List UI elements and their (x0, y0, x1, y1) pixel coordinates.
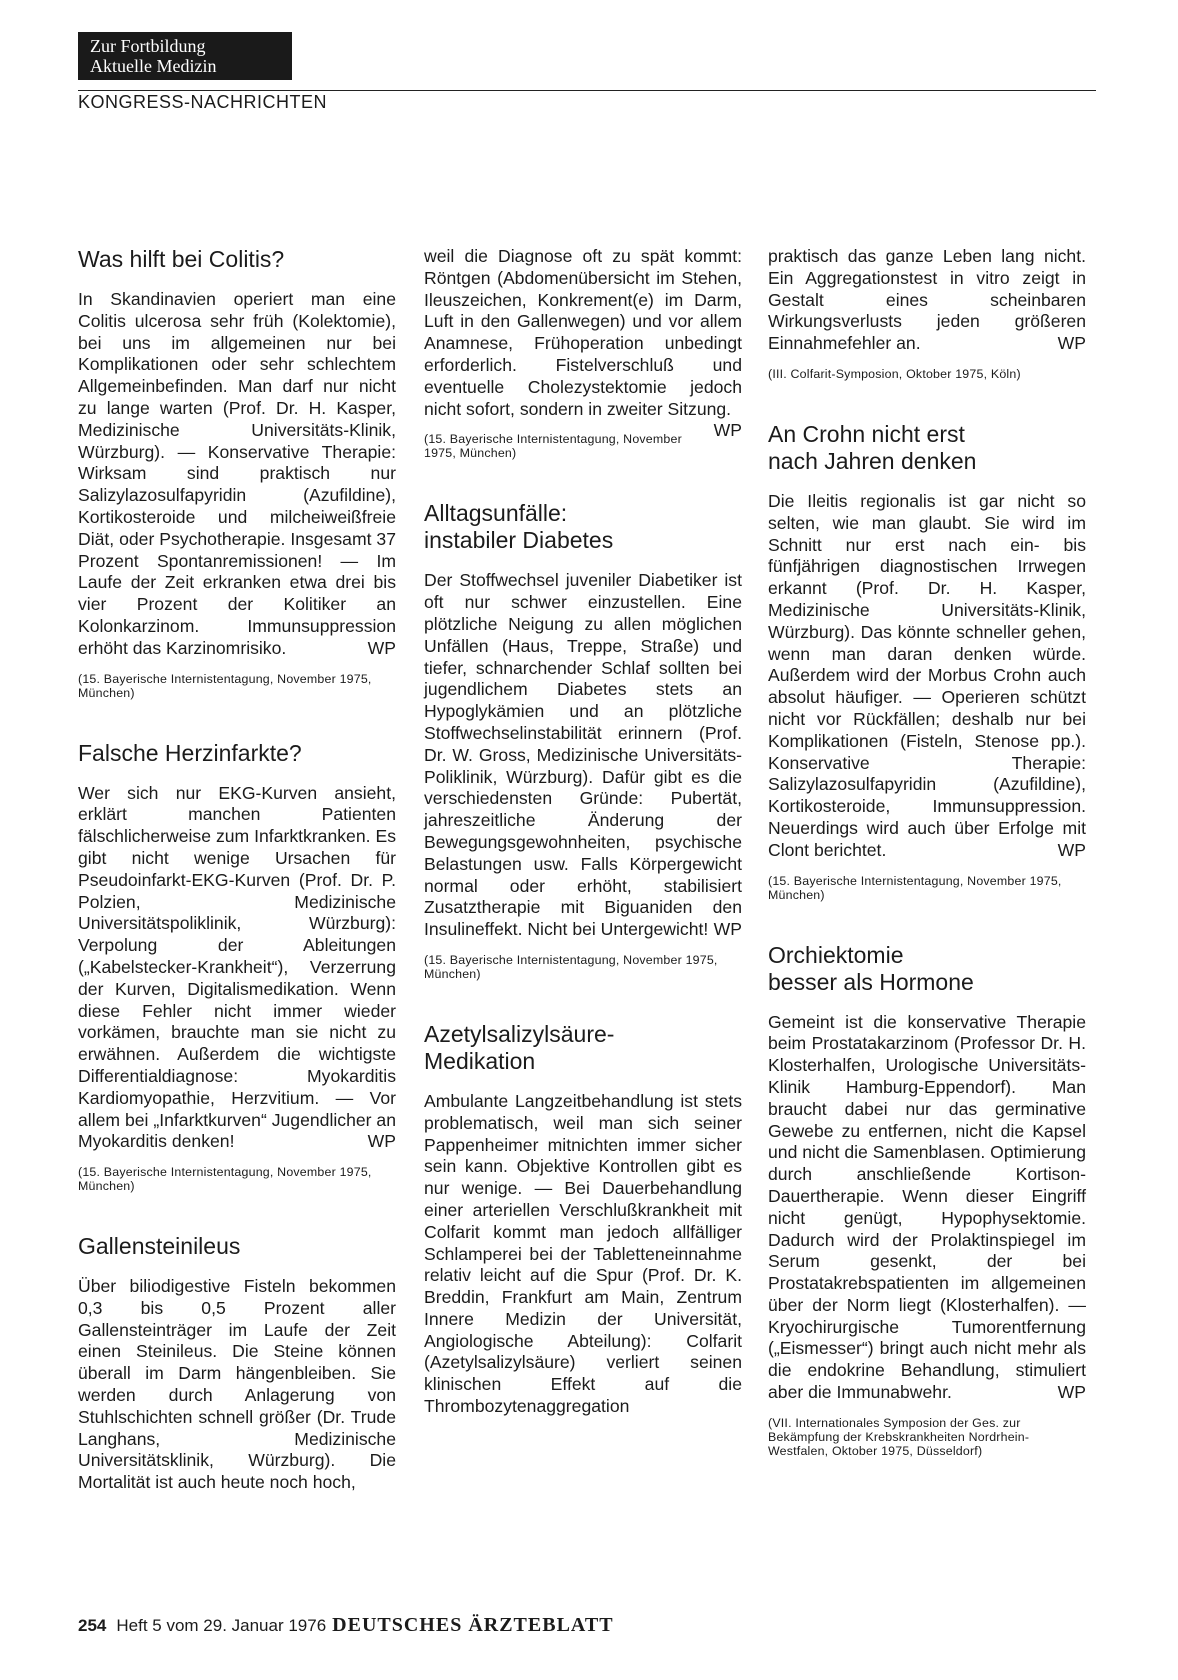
article-azetylsalizylsaeure-cont (768, 246, 1086, 381)
article-gallensteinileus (78, 1233, 396, 1494)
article-source: (VII. Internationales Symposion der Ges. zur Bekämpfung der Krebskrankheiten Nordrhein-Westfalen, Oktober 1975, Düsseldorf) (768, 1415, 1030, 1458)
article-title: Falsche Herzinfarkte? (78, 739, 302, 766)
article-source: (15. Bayerische Internistentagung, November 1975, München) (78, 671, 372, 700)
author-sign: WP (713, 420, 742, 441)
article-source: (15. Bayerische Internistentagung, November 1975, München) (768, 873, 1062, 902)
article-body: Ambulante Langzeitbehandlung ist stets problematisch, weil man sich seiner Pappenheimer mitnichten immer sicher sein kann. Objektive Kontrollen gibt es nur wenige. — Bei Dauerbehandlung einer arteriellen Verschlußkrankheit mit Colfarit kommt man jedoch allfälliger Schlamperei bei der Tabletteneinnahme relativ leicht auf die Spur (Prof. Dr. K. Breddin, Frankfurt am Main, Zentrum Innere Medizin der Universität, Angiologische Abteilung): Colfarit (Azetylsalizylsäure) verliert seinen klinischen Effekt auf die Thrombozytenaggregation (424, 1090, 742, 1417)
author-sign: WP (367, 1131, 396, 1152)
journal-name: DEUTSCHES ÄRZTEBLATT (332, 1614, 614, 1636)
article-source: (III. Colfarit-Symposion, Oktober 1975, Köln) (768, 366, 1021, 381)
article-gallensteinileus-cont (424, 246, 742, 460)
article-body: praktisch das ganze Leben lang nicht. Ein Aggregationstest in vitro zeigt in Gestalt eines scheinbaren Wirkungsverlusts jeden größeren Einnahmefehler an. (768, 246, 1086, 354)
article-title: Was hilft bei Colitis? (78, 246, 285, 272)
article-body: Der Stoffwechsel juveniler Diabetiker ist oft nur schwer einzustellen. Eine plötzliche Neigung zu allen möglichen Unfällen (Haus, Treppe, Straße) und tiefer, schnarchender Schlaf sollten bei jugendlichem Diabetes stets an Hypoglykämien und an plötzliche Stoffwechselinstabilität erinnern (Prof. Dr. W. Gross, Medizinische Universitäts-Poliklinik, Würzburg). Dafür gibt es die verschiedensten Gründe: Pubertät, jahreszeitliche Änderung der Bewegungsgewohnheiten, psychische Belastungen usw. Falls Körpergewicht normal oder erhöht, stabilisiert Zusatztherapie mit Biguaniden den Insulineffekt. Nicht bei Untergewicht! (424, 570, 742, 940)
page-number: 254 (78, 1616, 107, 1635)
column-1 (78, 246, 396, 1494)
column-3 (768, 246, 1086, 1458)
author-sign: WP (367, 637, 396, 658)
article-body: In Skandinavien operiert man eine Colitis ulcerosa sehr früh (Kolektomie), bei uns im allgemeinen nur bei Komplikationen oder sehr schlechtem Allgemeinbefinden. Man darf nur nicht zu lange warten (Prof. Dr. H. Kasper, Medizinische Universitäts-Klinik, Würzburg). — Konservative Therapie: Wirksam sind praktisch nur Salizylazosulfapyridin (Azufildine), Kortikosteroide und milcheiweißfreie Diät, oder Psychotherapie. Insgesamt 37 Prozent Spontanremissionen! — Im Laufe der Zeit erkranken etwa drei bis vier Prozent der Kolitiker an Kolonkarzinom. Immunsuppression erhöht das Karzinomrisiko. (78, 289, 396, 658)
article-title: Gallensteinileus (78, 1233, 241, 1260)
article-title: Azetylsalizylsäure- Medikation (424, 1020, 615, 1074)
article-source: (15. Bayerische Internistentagung, November 1975, München) (78, 1165, 372, 1194)
article-body: Über biliodigestive Fisteln bekommen 0,3 bis 0,5 Prozent aller Gallensteinträger im Laufe der Zeit einen Steinileus. Die Steine können überall im Darm hängenbleiben. Sie werden durch Anlagerung von Stuhlschichten schnell größer (Dr. Trude Langhans, Medizinische Universitätsklinik, Würzburg). Die Mortalität ist auch heute noch hoch, (78, 1276, 396, 1493)
article-title: An Crohn nicht erst nach Jahren denken (768, 420, 977, 474)
page-footer (78, 1614, 614, 1637)
author-sign: WP (1057, 333, 1086, 354)
author-sign: WP (1057, 1382, 1086, 1403)
article-crohn (768, 421, 1086, 902)
article-body: Gemeint ist die konservative Therapie beim Prostatakarzinom (Professor Dr. H. Klosterhalfen, Urologische Universitäts-Klinik Hamburg-Eppendorf). Man braucht dabei nur das germinative Gewebe zu entfernen, nicht die Kapsel und nicht die Samenblasen. Optimierung durch anschließende Kortison-Dauertherapie. Wenn dieser Eingriff nicht genügt, Hypophysektomie. Dadurch wird der Prolaktinspiegel im Serum gesenkt, der bei Prostatakrebspatienten im allgemeinen über der Norm liegt (Klosterhalfen). — Kryochirurgische Tumorentfernung („Eismesser“) bringt auch nicht mehr als die endokrine Behandlung, stimuliert aber die Immunabwehr. (768, 1011, 1086, 1403)
article-body: Die Ileitis regionalis ist gar nicht so selten, wie man glaubt. Sie wird im Schnitt nur erst nach ein- bis fünfjährigen diagnostischen Irrwegen erkannt (Prof. Dr. H. Kasper, Medizinische Universitäts-Klinik, Würzburg). Das könnte schneller gehen, wenn man daran denken würde. Außerdem wird der Morbus Crohn auch absolut häufiger. — Operieren schützt nicht vor Rückfällen; deshalb nur bei Komplikationen (Fisteln, Stenose pp.). Konservative Therapie: Salizylazosulfapyridin (Azufildine), Kortikosteroide, Immunsuppression. Neuerdings wird auch über Erfolge mit Clont berichtet. (768, 490, 1086, 860)
article-azetylsalizylsaeure (424, 1021, 742, 1418)
article-title: Orchiektomie besser als Hormone (768, 941, 974, 995)
article-orchiektomie (768, 942, 1086, 1458)
article-body: Wer sich nur EKG-Kurven ansieht, erklärt manchen Patienten fälschlicherweise zum Infarktkranken. Es gibt nicht wenige Ursachen für Pseudoinfarkt-EKG-Kurven (Prof. Dr. P. Polzien, Medizinische Universitätspoliklinik, Würzburg): Verpolung der Ableitungen („Kabelstecker-Krankheit“), Verzerrung der Kurven, Digitalismedikation. Wenn diese Fehler nicht immer wieder vorkämen, brauchte man sie nicht zu erwähnen. Außerdem die wichtigste Differentialdiagnose: Myokarditis Kardiomyopathie, Herzvitium. — Vor allem bei „Infarktkurven“ Jugendlicher an Myokarditis denken! (78, 782, 396, 1152)
article-title: Alltagsunfälle: instabiler Diabetes (424, 500, 614, 554)
header-rule (78, 90, 1096, 91)
column-2 (424, 246, 742, 1418)
article-colitis (78, 246, 396, 700)
author-sign: WP (713, 919, 742, 940)
article-diabetes (424, 500, 742, 981)
issue-info: Heft 5 vom 29. Januar 1976 (116, 1616, 327, 1635)
rubric-box (78, 32, 292, 80)
article-body: weil die Diagnose oft zu spät kommt: Röntgen (Abdomenübersicht im Stehen, Ileuszeichen, Konkrement(e) im Darm, Luft in den Gallenwegen) und vor allem Anamnese, Frühoperation unbedingt erforderlich. Fistelverschluß und eventuelle Cholezystektomie jedoch nicht sofort, sondern in zweiter Sitzung. (424, 246, 742, 419)
section-label: KONGRESS-NACHRICHTEN (78, 92, 328, 112)
author-sign: WP (1057, 839, 1086, 860)
article-herzinfarkte (78, 740, 396, 1194)
rubric-line-2: Aktuelle Medizin (90, 56, 217, 76)
article-source: (15. Bayerische Internistentagung, November 1975, München) (424, 432, 682, 461)
rubric-line-1: Zur Fortbildung (90, 36, 206, 56)
article-source: (15. Bayerische Internistentagung, November 1975, München) (424, 952, 718, 981)
